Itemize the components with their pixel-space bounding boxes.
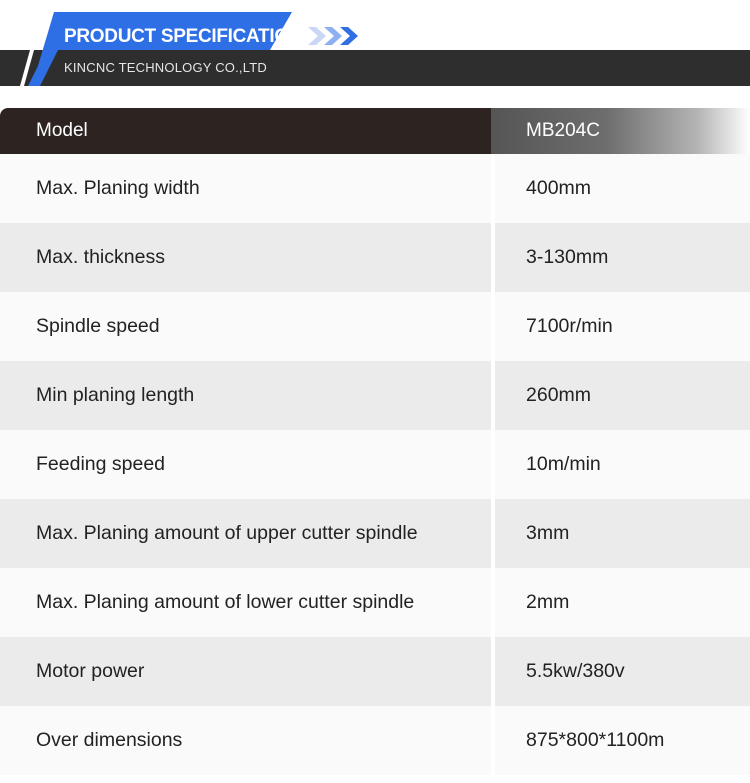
row-value: 260mm [526,384,592,406]
row-value: 875*800*1100m [526,729,665,751]
banner-title: PRODUCT SPECIFICATION [64,26,303,47]
row-value: 3mm [526,522,570,544]
header-value: MB204C [526,120,600,141]
row-value: 2mm [526,591,570,613]
table-row [0,292,750,361]
row-value: 7100r/min [526,315,613,337]
row-label: Max. Planing amount of upper cutter spindle [36,522,418,544]
banner-subtitle: KINCNC TECHNOLOGY CO.,LTD [64,60,267,75]
table-row [0,637,750,706]
row-label: Max. Planing width [36,177,200,199]
row-label: Motor power [36,660,145,682]
row-label: Max. Planing amount of lower cutter spindle [36,591,415,613]
header-label: Model [36,120,88,141]
table-row [0,223,750,292]
spec-banner [0,0,750,100]
row-value: 3-130mm [526,246,609,268]
table-header-row [0,108,750,154]
table-row [0,430,750,499]
row-value: 400mm [526,177,592,199]
row-value: 5.5kw/380v [526,660,625,682]
table-row [0,154,750,223]
row-value: 10m/min [526,453,601,475]
table-row [0,499,750,568]
row-label: Min planing length [36,384,195,406]
row-label: Over dimensions [36,729,183,751]
chevrons-right-icon [308,24,368,48]
row-label: Spindle speed [36,315,160,337]
row-label: Feeding speed [36,453,166,475]
table-row [0,568,750,637]
table-row [0,361,750,430]
table-row [0,706,750,775]
row-label: Max. thickness [36,246,165,268]
spec-table [0,108,750,775]
